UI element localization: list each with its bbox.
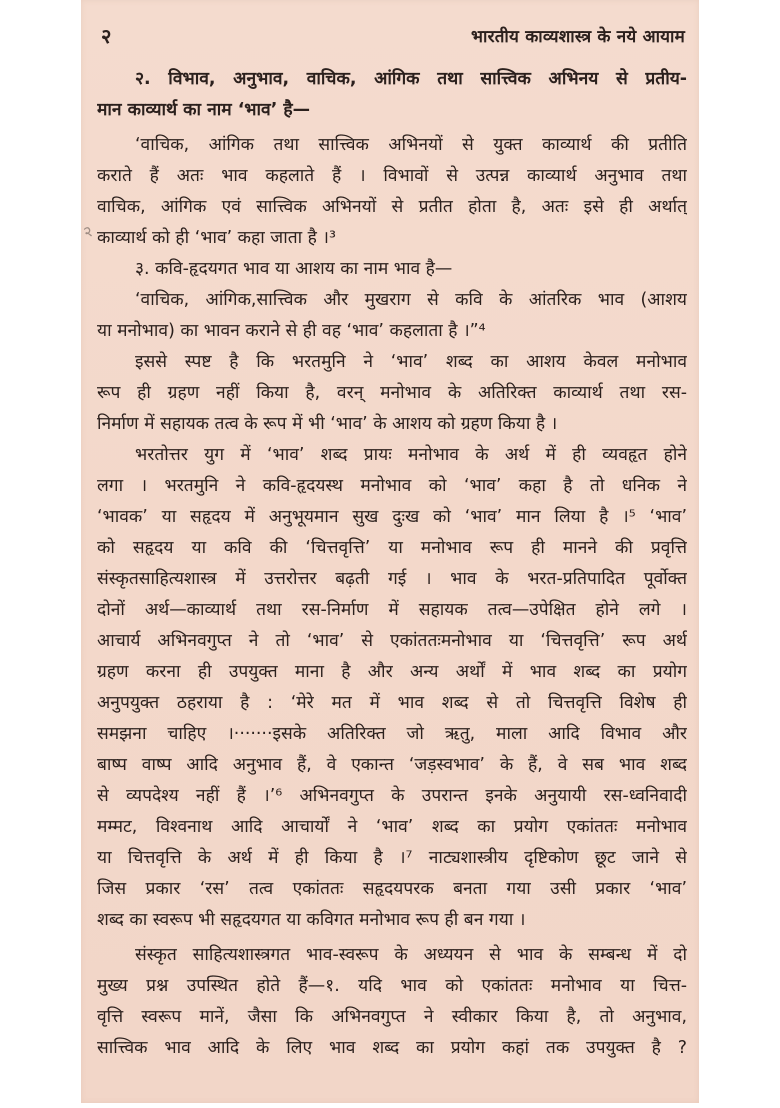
text-line: अनुपयुक्त ठहराया है : ‘मेरे मत में भाव शब्द से तो चित्तवृत्ति विशेष ही <box>97 693 687 713</box>
text-line: निर्माण में सहायक तत्व के रूप में भी ‘भाव’ के आशय को ग्रहण किया है । <box>97 414 558 434</box>
text-line: से व्यपदेश्य नहीं हैं ।’⁶ अभिनवगुप्त के उपरान्त इनके अनुयायी रस-ध्वनिवादी <box>97 786 687 806</box>
text-line: काव्यार्थ को ही ‘भाव’ कहा जाता है ।³ <box>97 228 336 248</box>
paragraph-main-questions <box>97 940 687 1064</box>
running-head: भारतीय काव्यशास्त्र के नये आयाम <box>471 26 685 47</box>
book-page <box>81 0 699 1103</box>
text-line: रूप ही ग्रहण नहीं किया है, वरन् मनोभाव के अतिरिक्त काव्यार्थ तथा रस- <box>97 383 687 403</box>
text-line: या मनोभाव) का भावन कराने से ही वह ‘भाव’ कहलाता है ।”⁴ <box>97 321 486 341</box>
text-line: कराते हैं अतः भाव कहलाते हैं । विभावों से उत्पन्न काव्यार्थ अनुभाव तथा <box>97 166 687 186</box>
text-line: ३. कवि-हृदयगत भाव या आशय का नाम भाव है— <box>135 259 453 279</box>
text-line: ‘वाचिक, आंगिक तथा सात्त्विक अभिनयों से युक्त काव्यार्थ की प्रतीति <box>135 135 687 155</box>
text-line: संस्कृतसाहित्यशास्त्र में उत्तरोत्तर बढ़ती गई । भाव के भरत-प्रतिपादित पूर्वोक्त <box>97 569 687 589</box>
text-line: वृत्ति स्वरूप मानें, जैसा कि अभिनवगुप्त ने स्वीकार किया है, तो अनुभाव, <box>97 1007 687 1027</box>
text-line: को सहृदय या कवि की ‘चित्तवृत्ति’ या मनोभाव रूप ही मानने की प्रवृत्ति <box>97 538 687 558</box>
text-line: वाचिक, आंगिक एवं सात्त्विक अभिनयों से प्रतीत होता है, अतः इसे ही अर्थात् <box>97 197 687 217</box>
text-line: २. विभाव, अनुभाव, वाचिक, आंगिक तथा सात्त्विक अभिनय से प्रतीय- <box>135 69 687 89</box>
text-line: ग्रहण करना ही उपयुक्त माना है और अन्य अर्थों में भाव शब्द का प्रयोग <box>97 662 687 682</box>
text-line: दोनों अर्थ—काव्यार्थ तथा रस-निर्माण में सहायक तत्व—उपेक्षित होने लगे । <box>97 600 687 620</box>
text-line: समझना चाहिए ।·······इसके अतिरिक्त जो ऋतु, माला आदि विभाव और <box>97 724 687 744</box>
text-line: या चित्तवृत्ति के अर्थ में ही किया है ।⁷ नाट्यशास्त्रीय दृष्टिकोण छूट जाने से <box>97 848 687 868</box>
text-line: मम्मट, विश्वनाथ आदि आचार्यों ने ‘भाव’ शब्द का प्रयोग एकांततः मनोभाव <box>97 817 687 837</box>
text-line: ‘भावक’ या सहृदय में अनुभूयमान सुख दुःख को ‘भाव’ मान लिया है ।⁵ ‘भाव’ <box>97 507 687 527</box>
paragraph-conclusion-bharatmuni <box>97 347 687 440</box>
text-line: आचार्य अभिनवगुप्त ने तो ‘भाव’ से एकांततःमनोभाव या ‘चित्तवृत्ति’ रूप अर्थ <box>97 631 687 651</box>
paragraph-point-2-quote <box>97 130 687 254</box>
text-line: ‘वाचिक, आंगिक,सात्त्विक और मुखराग से कवि के आंतरिक भाव (आशय <box>135 290 687 310</box>
text-line: लगा । भरतमुनि ने कवि-हृदयस्थ मनोभाव को ‘भाव’ कहा है तो धनिक ने <box>97 476 687 496</box>
paragraph-post-bharat-era <box>97 440 687 936</box>
page-header <box>101 20 685 50</box>
paragraph-point-2-heading <box>97 64 687 126</box>
text-line: संस्कृत साहित्यशास्त्रगत भाव-स्वरूप के अध्ययन से भाव के सम्बन्ध में दो <box>135 945 687 965</box>
text-line: मान काव्यार्थ का नाम ‘भाव’ है— <box>97 100 310 120</box>
text-line: सात्त्विक भाव आदि के लिए भाव शब्द का प्रयोग कहां तक उपयुक्त है ? <box>97 1038 687 1058</box>
text-line: जिस प्रकार ‘रस’ तत्व एकांततः सहृदयपरक बनता गया उसी प्रकार ‘भाव’ <box>97 879 687 899</box>
paragraph-point-3-heading <box>97 254 687 285</box>
text-line: इससे स्पष्ट है कि भरतमुनि ने ‘भाव’ शब्द का आशय केवल मनोभाव <box>135 352 687 372</box>
text-line: भरतोत्तर युग में ‘भाव’ शब्द प्रायः मनोभाव के अर्थ में ही व्यवहृत होने <box>135 445 687 465</box>
text-line: मुख्य प्रश्न उपस्थित होते हैं—१. यदि भाव को एकांततः मनोभाव या चित्त- <box>97 976 687 996</box>
page-body <box>97 64 687 1064</box>
pencil-margin-mark: २ <box>80 221 96 243</box>
paragraph-point-3-quote <box>97 285 687 347</box>
text-line: शब्द का स्वरूप भी सहृदयगत या कविगत मनोभाव रूप ही बन गया । <box>97 910 526 930</box>
page-number: २ <box>101 23 112 48</box>
text-line: बाष्प वाष्प आदि अनुभाव हैं, वे एकान्त ‘जड़स्वभाव’ के हैं, वे सब भाव शब्द <box>97 755 687 775</box>
